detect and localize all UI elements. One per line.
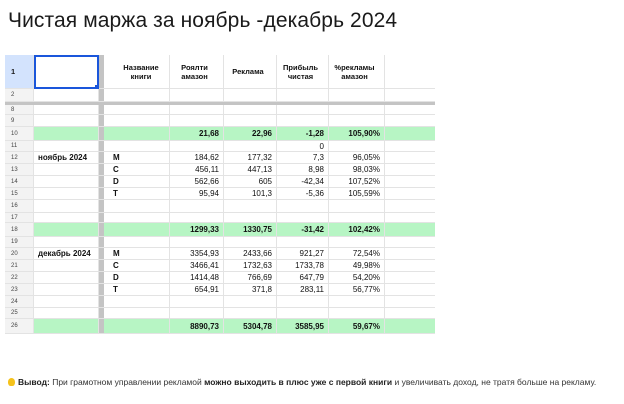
conclusion-text-start: При грамотном управлении рекламой bbox=[52, 377, 202, 387]
book-cell[interactable]: T bbox=[104, 284, 170, 296]
total-row bbox=[5, 223, 435, 237]
ads-percent-cell[interactable]: 102,42% bbox=[329, 223, 385, 237]
month-cell[interactable] bbox=[34, 237, 99, 248]
ads-percent-cell[interactable]: 56,77% bbox=[329, 284, 385, 296]
empty-cell[interactable] bbox=[385, 115, 435, 127]
book-cell[interactable] bbox=[104, 308, 170, 319]
row-number[interactable]: 22 bbox=[5, 272, 34, 284]
royalty-cell[interactable] bbox=[170, 213, 224, 223]
month-cell[interactable] bbox=[34, 188, 99, 200]
table-row bbox=[5, 105, 435, 115]
book-cell[interactable] bbox=[104, 223, 170, 237]
profit-cell[interactable] bbox=[277, 105, 329, 115]
ads-cell[interactable] bbox=[224, 213, 277, 223]
ads-cell[interactable]: 1330,75 bbox=[224, 223, 277, 237]
profit-cell[interactable]: -1,28 bbox=[277, 127, 329, 141]
ads-percent-cell[interactable] bbox=[329, 105, 385, 115]
empty-cell[interactable] bbox=[385, 188, 435, 200]
row-number[interactable]: 8 bbox=[5, 105, 34, 115]
ads-cell[interactable] bbox=[224, 105, 277, 115]
profit-cell[interactable]: 7,3 bbox=[277, 152, 329, 164]
empty-cell[interactable] bbox=[385, 223, 435, 237]
ads-percent-cell[interactable] bbox=[329, 200, 385, 213]
conclusion-text-end: и увеличивать доход, не тратя больше на рекламу. bbox=[394, 377, 597, 387]
month-cell[interactable] bbox=[34, 89, 99, 102]
month-cell[interactable] bbox=[34, 284, 99, 296]
ads-percent-cell[interactable]: 107,52% bbox=[329, 176, 385, 188]
row-number[interactable]: 9 bbox=[5, 115, 34, 127]
header-royalty[interactable]: Роялти амазон bbox=[170, 55, 224, 89]
ads-percent-cell[interactable] bbox=[329, 308, 385, 319]
book-cell[interactable] bbox=[104, 141, 170, 152]
empty-cell[interactable] bbox=[385, 248, 435, 260]
total-row bbox=[5, 127, 435, 141]
empty-cell[interactable] bbox=[385, 284, 435, 296]
book-cell[interactable]: M bbox=[104, 152, 170, 164]
lightbulb-icon bbox=[8, 378, 15, 386]
row-number[interactable]: 21 bbox=[5, 260, 34, 272]
profit-cell[interactable]: 8,98 bbox=[277, 164, 329, 176]
row-number[interactable]: 12 bbox=[5, 152, 34, 164]
empty-cell[interactable] bbox=[385, 308, 435, 319]
table-row bbox=[5, 237, 435, 248]
table-row bbox=[5, 213, 435, 223]
book-cell[interactable] bbox=[104, 237, 170, 248]
profit-cell[interactable]: 647,79 bbox=[277, 272, 329, 284]
row-number[interactable]: 16 bbox=[5, 200, 34, 213]
row-number[interactable]: 19 bbox=[5, 237, 34, 248]
book-cell[interactable] bbox=[104, 200, 170, 213]
row-number[interactable]: 2 bbox=[5, 89, 34, 102]
month-cell[interactable] bbox=[34, 200, 99, 213]
profit-cell[interactable]: 0 bbox=[277, 141, 329, 152]
month-cell[interactable] bbox=[34, 308, 99, 319]
royalty-cell[interactable]: 95,94 bbox=[170, 188, 224, 200]
ads-cell[interactable]: 766,69 bbox=[224, 272, 277, 284]
ads-cell[interactable] bbox=[224, 200, 277, 213]
ads-cell[interactable]: 22,96 bbox=[224, 127, 277, 141]
row-number[interactable]: 11 bbox=[5, 141, 34, 152]
profit-cell[interactable] bbox=[277, 308, 329, 319]
ads-percent-cell[interactable]: 72,54% bbox=[329, 248, 385, 260]
row-number[interactable]: 25 bbox=[5, 308, 34, 319]
table-row bbox=[5, 248, 435, 260]
profit-cell[interactable] bbox=[277, 115, 329, 127]
book-cell[interactable]: D bbox=[104, 272, 170, 284]
empty-cell[interactable] bbox=[385, 237, 435, 248]
table-row bbox=[5, 308, 435, 319]
empty-cell[interactable] bbox=[385, 164, 435, 176]
row-number[interactable]: 10 bbox=[5, 127, 34, 141]
royalty-cell[interactable]: 654,91 bbox=[170, 284, 224, 296]
row-number[interactable]: 20 bbox=[5, 248, 34, 260]
ads-percent-cell[interactable] bbox=[329, 213, 385, 223]
empty-cell[interactable] bbox=[385, 176, 435, 188]
book-cell[interactable] bbox=[104, 127, 170, 141]
month-cell[interactable] bbox=[34, 260, 99, 272]
empty-cell[interactable] bbox=[385, 152, 435, 164]
table-row bbox=[5, 176, 435, 188]
book-cell[interactable] bbox=[104, 89, 170, 102]
profit-cell[interactable] bbox=[277, 213, 329, 223]
table-row bbox=[5, 284, 435, 296]
empty-cell[interactable] bbox=[385, 319, 435, 334]
book-cell[interactable] bbox=[104, 213, 170, 223]
empty-cell[interactable] bbox=[385, 213, 435, 223]
royalty-cell[interactable] bbox=[170, 200, 224, 213]
month-cell[interactable] bbox=[34, 127, 99, 141]
book-cell[interactable]: T bbox=[104, 188, 170, 200]
profit-cell[interactable]: 921,27 bbox=[277, 248, 329, 260]
royalty-cell[interactable]: 1414,48 bbox=[170, 272, 224, 284]
empty-cell[interactable] bbox=[385, 296, 435, 308]
conclusion-text-bold: можно выходить в плюс уже с первой книги bbox=[204, 377, 393, 387]
ads-cell[interactable] bbox=[224, 141, 277, 152]
month-cell[interactable]: декабрь 2024 bbox=[34, 248, 99, 260]
royalty-cell[interactable] bbox=[170, 115, 224, 127]
ads-percent-cell[interactable]: 96,05% bbox=[329, 152, 385, 164]
conclusion-label: Вывод: bbox=[18, 377, 50, 387]
table-row bbox=[5, 164, 435, 176]
total-row bbox=[5, 319, 435, 334]
month-cell[interactable] bbox=[34, 213, 99, 223]
row-number[interactable]: 13 bbox=[5, 164, 34, 176]
ads-percent-cell[interactable]: 54,20% bbox=[329, 272, 385, 284]
ads-percent-cell[interactable] bbox=[329, 115, 385, 127]
ads-cell[interactable] bbox=[224, 115, 277, 127]
month-cell[interactable] bbox=[34, 176, 99, 188]
ads-percent-cell[interactable]: 49,98% bbox=[329, 260, 385, 272]
page-title: Чистая маржа за ноябрь -декабрь 2024 bbox=[8, 9, 398, 32]
ads-cell[interactable] bbox=[224, 237, 277, 248]
royalty-cell[interactable] bbox=[170, 296, 224, 308]
month-cell[interactable] bbox=[34, 164, 99, 176]
royalty-cell[interactable] bbox=[170, 105, 224, 115]
row-number[interactable]: 24 bbox=[5, 296, 34, 308]
table-body bbox=[5, 89, 435, 334]
ads-cell[interactable]: 447,13 bbox=[224, 164, 277, 176]
month-cell[interactable] bbox=[34, 272, 99, 284]
table-row bbox=[5, 115, 435, 127]
header-ads[interactable]: Реклама bbox=[224, 55, 277, 89]
ads-percent-cell[interactable] bbox=[329, 89, 385, 102]
royalty-cell[interactable]: 3354,93 bbox=[170, 248, 224, 260]
header-row bbox=[5, 55, 435, 89]
royalty-cell[interactable]: 184,62 bbox=[170, 152, 224, 164]
ads-percent-cell[interactable] bbox=[329, 237, 385, 248]
row-number[interactable]: 14 bbox=[5, 176, 34, 188]
row-number[interactable]: 17 bbox=[5, 213, 34, 223]
profit-cell[interactable] bbox=[277, 237, 329, 248]
book-cell[interactable] bbox=[104, 115, 170, 127]
empty-cell[interactable] bbox=[385, 89, 435, 102]
month-cell[interactable] bbox=[34, 141, 99, 152]
profit-cell[interactable]: -5,36 bbox=[277, 188, 329, 200]
month-cell[interactable] bbox=[34, 319, 99, 334]
book-cell[interactable] bbox=[104, 105, 170, 115]
month-cell[interactable] bbox=[34, 115, 99, 127]
table-row bbox=[5, 188, 435, 200]
table-row bbox=[5, 260, 435, 272]
table-row bbox=[5, 89, 435, 102]
ads-percent-cell[interactable]: 105,90% bbox=[329, 127, 385, 141]
book-cell[interactable] bbox=[104, 319, 170, 334]
empty-cell[interactable] bbox=[385, 55, 435, 89]
ads-cell[interactable] bbox=[224, 89, 277, 102]
ads-cell[interactable]: 605 bbox=[224, 176, 277, 188]
ads-percent-cell[interactable]: 98,03% bbox=[329, 164, 385, 176]
table-row bbox=[5, 200, 435, 213]
profit-cell[interactable]: -42,34 bbox=[277, 176, 329, 188]
royalty-cell[interactable]: 21,68 bbox=[170, 127, 224, 141]
empty-cell[interactable] bbox=[385, 200, 435, 213]
empty-cell[interactable] bbox=[385, 127, 435, 141]
profit-cell[interactable]: 283,11 bbox=[277, 284, 329, 296]
profit-cell[interactable]: 3585,95 bbox=[277, 319, 329, 334]
table-row bbox=[5, 141, 435, 152]
spreadsheet-grid bbox=[5, 55, 435, 334]
ads-cell[interactable]: 5304,78 bbox=[224, 319, 277, 334]
empty-cell[interactable] bbox=[385, 272, 435, 284]
book-cell[interactable]: C bbox=[104, 164, 170, 176]
conclusion-note bbox=[8, 377, 596, 387]
ads-percent-cell[interactable]: 105,59% bbox=[329, 188, 385, 200]
book-cell[interactable]: C bbox=[104, 260, 170, 272]
empty-cell[interactable] bbox=[385, 260, 435, 272]
royalty-cell[interactable] bbox=[170, 308, 224, 319]
ads-cell[interactable] bbox=[224, 296, 277, 308]
ads-percent-cell[interactable]: 59,67% bbox=[329, 319, 385, 334]
ads-cell[interactable]: 2433,66 bbox=[224, 248, 277, 260]
royalty-cell[interactable]: 1299,33 bbox=[170, 223, 224, 237]
table-row bbox=[5, 296, 435, 308]
profit-cell[interactable]: 1733,78 bbox=[277, 260, 329, 272]
month-cell[interactable]: ноябрь 2024 bbox=[34, 152, 99, 164]
empty-cell[interactable] bbox=[385, 141, 435, 152]
selected-cell-a1[interactable] bbox=[34, 55, 99, 89]
royalty-cell[interactable]: 456,11 bbox=[170, 164, 224, 176]
royalty-cell[interactable]: 8890,73 bbox=[170, 319, 224, 334]
royalty-cell[interactable] bbox=[170, 89, 224, 102]
month-cell[interactable] bbox=[34, 223, 99, 237]
profit-cell[interactable] bbox=[277, 296, 329, 308]
row-number[interactable]: 18 bbox=[5, 223, 34, 237]
ads-percent-cell[interactable] bbox=[329, 141, 385, 152]
royalty-cell[interactable] bbox=[170, 141, 224, 152]
book-cell[interactable] bbox=[104, 296, 170, 308]
ads-cell[interactable]: 1732,63 bbox=[224, 260, 277, 272]
profit-cell[interactable] bbox=[277, 200, 329, 213]
royalty-cell[interactable]: 562,66 bbox=[170, 176, 224, 188]
royalty-cell[interactable]: 3466,41 bbox=[170, 260, 224, 272]
month-cell[interactable] bbox=[34, 296, 99, 308]
ads-cell[interactable] bbox=[224, 308, 277, 319]
profit-cell[interactable] bbox=[277, 89, 329, 102]
header-profit[interactable]: Прибыль чистая bbox=[277, 55, 329, 89]
row-number[interactable]: 15 bbox=[5, 188, 34, 200]
royalty-cell[interactable] bbox=[170, 237, 224, 248]
ads-percent-cell[interactable] bbox=[329, 296, 385, 308]
book-cell[interactable]: M bbox=[104, 248, 170, 260]
month-cell[interactable] bbox=[34, 105, 99, 115]
ads-cell[interactable]: 101,3 bbox=[224, 188, 277, 200]
ads-cell[interactable]: 177,32 bbox=[224, 152, 277, 164]
empty-cell[interactable] bbox=[385, 105, 435, 115]
table-row bbox=[5, 272, 435, 284]
book-cell[interactable]: D bbox=[104, 176, 170, 188]
row-number[interactable]: 23 bbox=[5, 284, 34, 296]
header-ads-percent[interactable]: %рекламы амазон bbox=[329, 55, 385, 89]
row-number[interactable]: 26 bbox=[5, 319, 34, 334]
profit-cell[interactable]: -31,42 bbox=[277, 223, 329, 237]
header-book-name[interactable]: Название книги bbox=[104, 55, 170, 89]
ads-cell[interactable]: 371,8 bbox=[224, 284, 277, 296]
row-number[interactable]: 1 bbox=[5, 55, 34, 89]
table-row bbox=[5, 152, 435, 164]
